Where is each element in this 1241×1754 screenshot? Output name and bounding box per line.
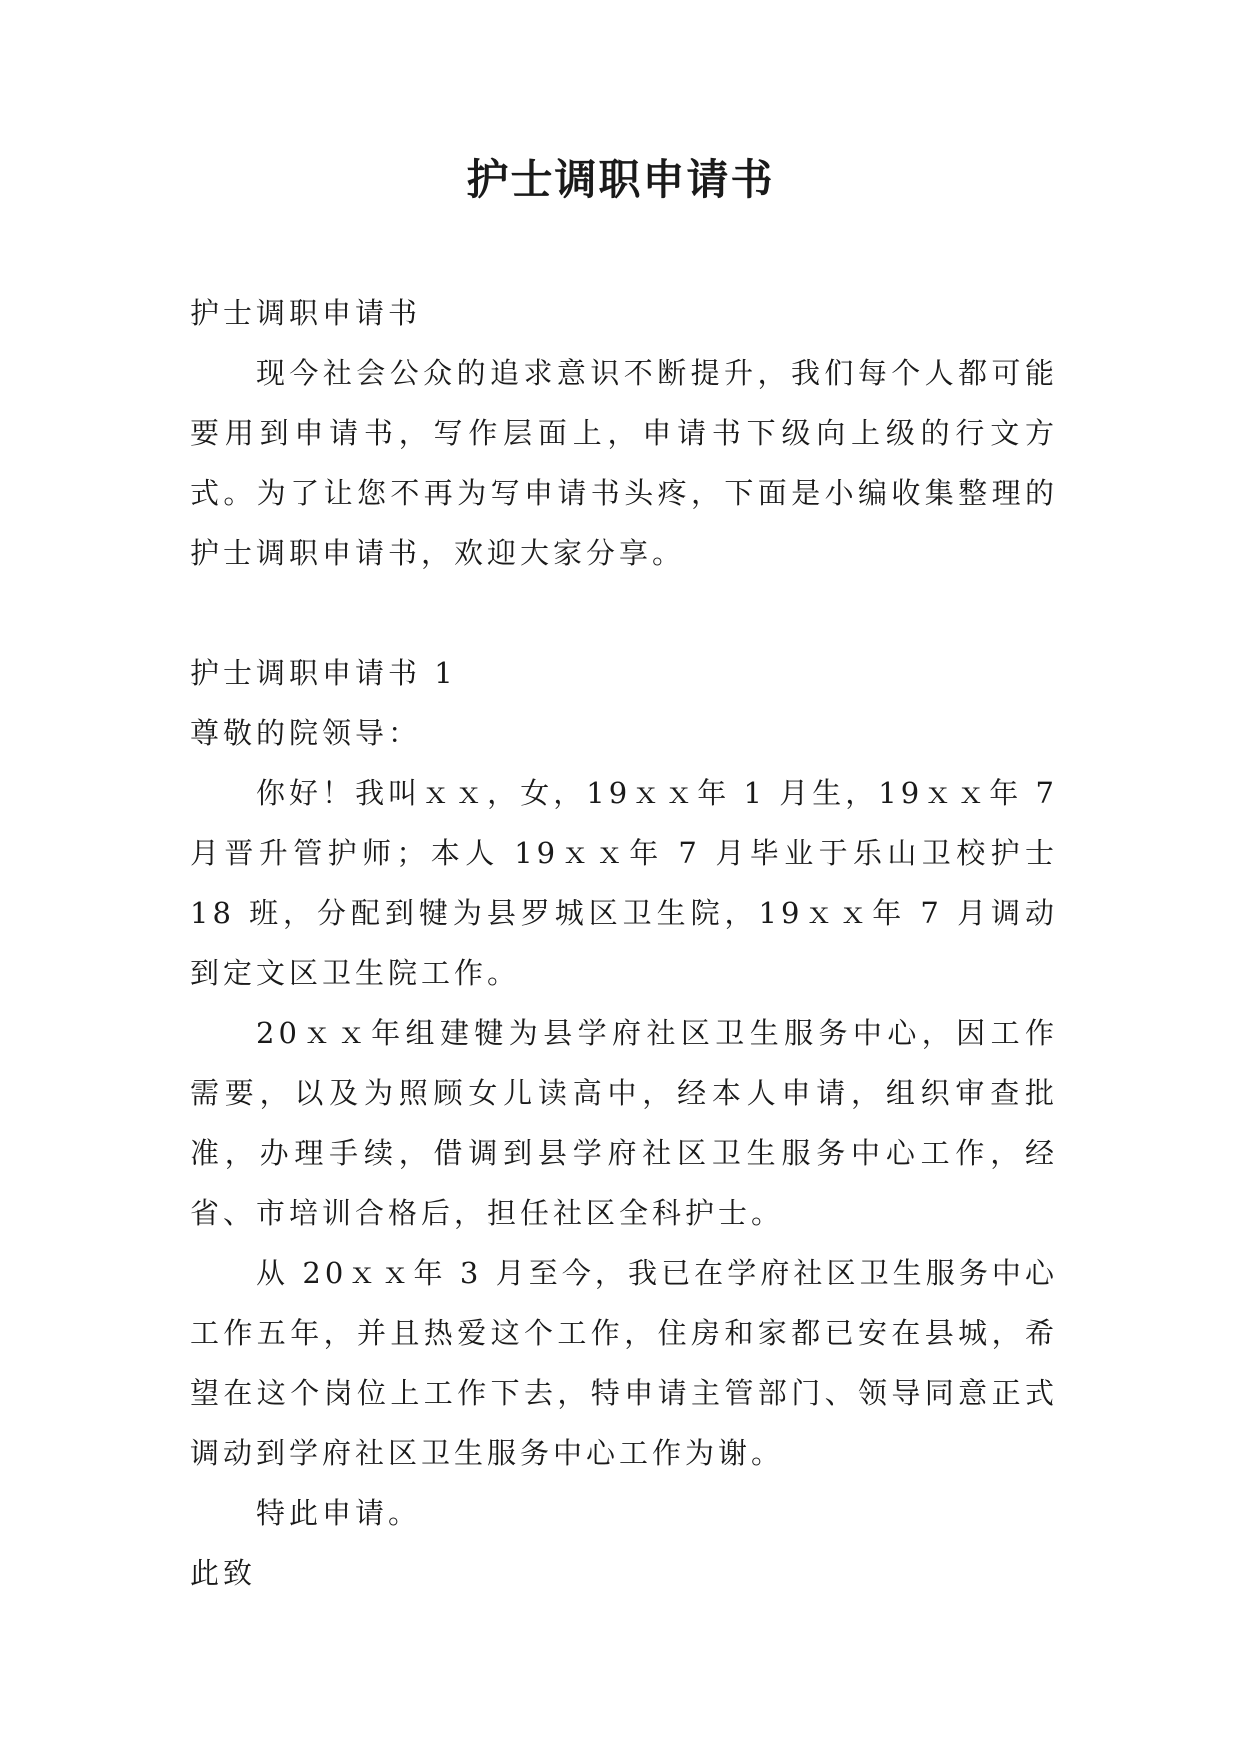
closing-request: 特此申请。	[256, 1496, 422, 1530]
document-title: 护士调职申请书	[466, 155, 775, 204]
closing-phrase: 此致	[190, 1556, 257, 1590]
body-paragraph: 从 20ｘｘ年 3 月至今，我已在学府社区卫生服务中心工作五年，并且热爱这个工作，住房和家都已安在县城，希望在这个岗位上工作下去，特申请主管部门、领导同意正式调动到学府社区卫生服务中心工作为谢。	[190, 1256, 1058, 1470]
body-paragraph: 20ｘｘ年组建犍为县学府社区卫生服务中心，因工作需要，以及为照顾女儿读高中，经本人申请，组织审查批准，办理手续，借调到县学府社区卫生服务中心工作，经省、市培训合格后，担任社区全科护士。	[190, 1016, 1058, 1230]
intro-paragraph: 现今社会公众的追求意识不断提升，我们每个人都可能要用到申请书，写作层面上，申请书下级向上级的行文方式。为了让您不再为写申请书头疼，下面是小编收集整理的护士调职申请书，欢迎大家分享。	[190, 356, 1058, 570]
salutation: 尊敬的院领导：	[190, 716, 422, 750]
body-paragraph: 你好！我叫ｘｘ，女，19ｘｘ年 1 月生，19ｘｘ年 7 月晋升管护师；本人 19ｘｘ年 7 月毕业于乐山卫校护士 18 班，分配到犍为县罗城区卫生院，19ｘｘ年 7 月调动到定文区卫生院工作。	[190, 776, 1058, 990]
document-body	[190, 283, 1058, 1603]
paragraph-spacer	[190, 583, 1058, 643]
section-heading: 护士调职申请书 1	[190, 656, 457, 690]
document-subtitle: 护士调职申请书	[190, 296, 422, 330]
